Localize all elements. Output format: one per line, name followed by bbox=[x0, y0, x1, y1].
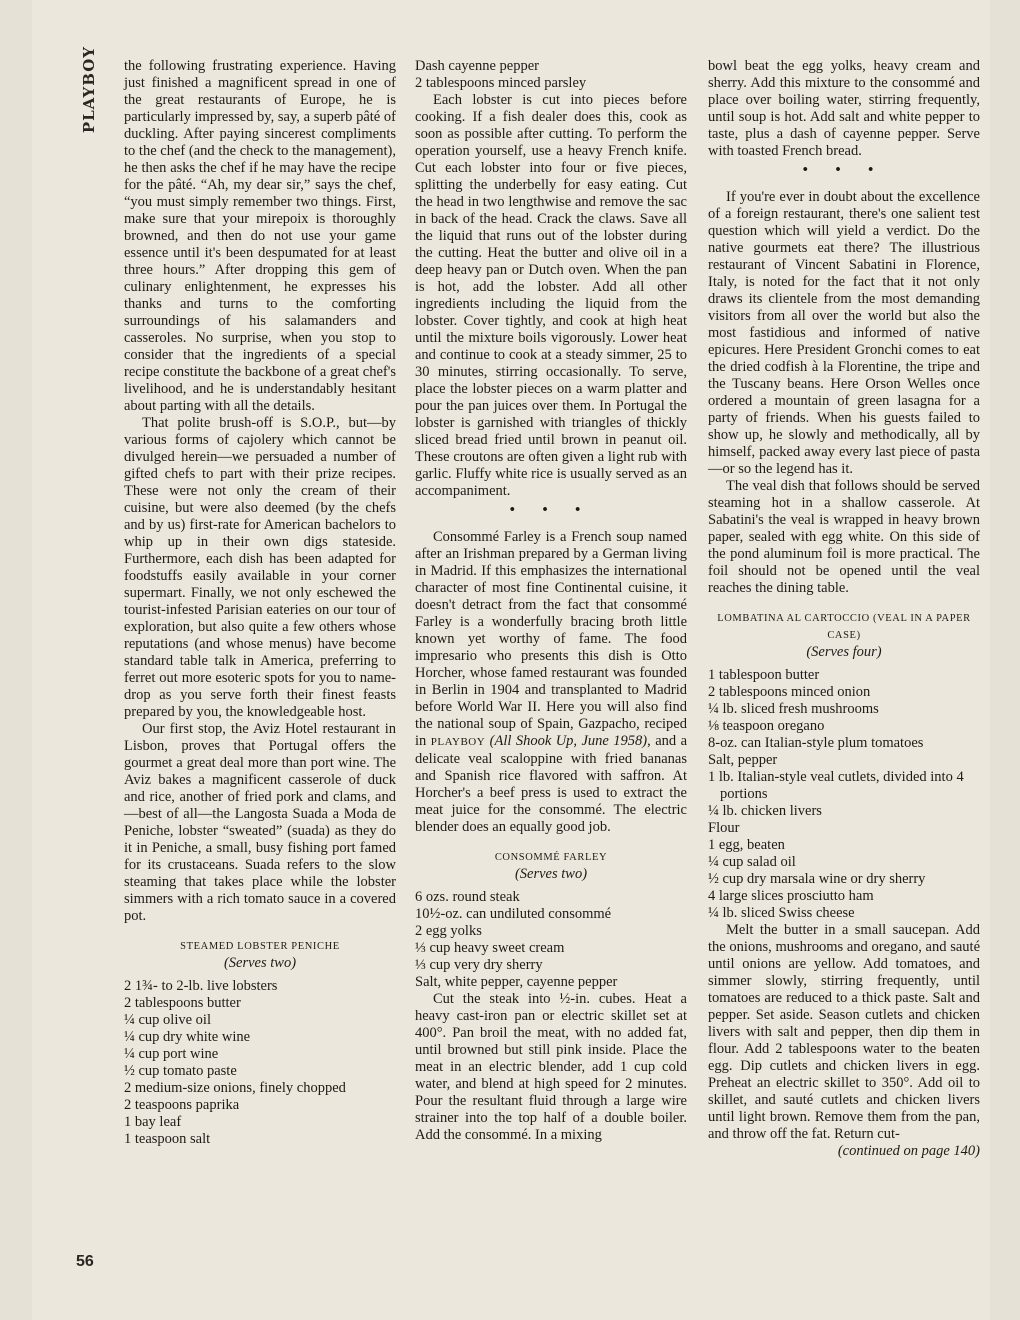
continued-note: (continued on page 140) bbox=[837, 1143, 980, 1159]
ingredient: ⅓ cup heavy sweet cream bbox=[415, 940, 565, 956]
ingredient: 2 egg yolks bbox=[415, 923, 482, 939]
column-2 bbox=[415, 58, 687, 1144]
ingredient: ¼ lb. sliced fresh mushrooms bbox=[708, 701, 879, 717]
ingredient: ¼ cup dry white wine bbox=[124, 1029, 251, 1045]
ingredient: Flour bbox=[708, 820, 740, 836]
paragraph: Cut the steak into ½-in. cubes. Heat a heavy cast-iron pan or electric skillet set at 400°. Pan broil the meat, with no added fat, until browned but still pink inside. Place the meat in an electric blender, add 1 cup cold water, and blend at high speed for 2 minutes. Pour the resultant fluid through a large wire strainer into the top half of a double boiler. Add the consommé. In a mixing bbox=[415, 991, 687, 1143]
article-reference: (All Shook Up, June 1958) bbox=[489, 733, 648, 749]
paragraph bbox=[415, 529, 687, 836]
ingredient: ½ cup dry marsala wine or dry sherry bbox=[708, 871, 926, 887]
paragraph-text: , and a delicate veal scaloppine with fried bananas and Spanish rice flavored with saffron. At Horcher's a beef press is used to extract the meat juice for the consommé. The electric blender does an equally good job. bbox=[415, 733, 688, 835]
ingredient: Dash cayenne pepper bbox=[415, 58, 539, 74]
recipe-serves: (Serves two) bbox=[514, 866, 588, 882]
magazine-name: PLAYBOY bbox=[430, 736, 486, 748]
ingredient: ¼ cup port wine bbox=[124, 1046, 219, 1062]
ingredient: 1 teaspoon salt bbox=[124, 1131, 211, 1147]
paragraph: Our first stop, the Aviz Hotel restaurant in Lisbon, proves that Portugal offers the gourmet a great deal more than port wine. The Aviz bakes a magnificent casserole of duck and rice, another of fried pork and clams, and—best of all—the Langosta Suada a Moda de Peniche, lobster “sweated” (suada) as they do it in Peniche, a small, busy fishing port famed for its crustaceans. Suada refers to the slow steaming that takes place while the lobster simmers with a rich tomato sauce in a covered pot. bbox=[124, 721, 396, 924]
ingredient: 2 1¾- to 2-lb. live lobsters bbox=[124, 978, 278, 994]
paragraph: Melt the butter in a small saucepan. Add the onions, mushrooms and oregano, and sauté until onions are yellow. Add tomatoes, and simmer slowly, stirring frequently, until tomatoes are reduced to a thick paste. Salt and pepper. Set aside. Season cutlets and chicken livers with salt and pepper, then dip them in flour. Add 2 tablespoons water to the beaten egg. Dip cutlets and chicken livers in egg. Preheat an electric skillet to 350°. Add oil to skillet, and sauté cutlets and chicken livers until light brown. Remove them from the pan, and throw off the fat. Return cut- bbox=[708, 922, 980, 1142]
paragraph: the following frustrating experience. Having just finished a magnificent spread in one of the great restaurants of Europe, he is particularly impressed by, say, a superb pâté of duckling. After paying sincerest compliments to the chef (and the check to the management), he then asks the chef if he may have the recipe for the pâté. “Ah, my dear sir,” says the chef, “you must simply remember two things. First, make sure that your mirepoix is thoroughly browned, and then do not use your game essence until it's been despumated for at least three hours.” After dropping this gem of culinary enlightenment, he expresses his thanks and turns to the comforting surroundings of his salamanders and casseroles. No surprise, when you stop to consider that the ingredients of a special recipe constitute the backbone of a great chef's livelihood, and he is understandably hesitant about parting with all the details. bbox=[124, 58, 396, 414]
ingredient: 1 egg, beaten bbox=[708, 837, 785, 853]
section-divider: • • • bbox=[509, 502, 593, 518]
paragraph: If you're ever in doubt about the excellence of a foreign restaurant, there's one salient test question which will yield a verdict. Do the native gourmets eat there? The illustrious restaurant of Vincent Sabatini in Florence, Italy, is noted for the fact that it not only draws its clientele from the most demanding visitors from all over the world but also the most fastidious and informed of native epicures. Here President Gronchi comes to eat the dried codfish à la Florentine, the tripe and the Tuscany beans. Here Orson Welles once ordered a mountain of green lasagna for a party of friends. When his guests failed to show up, he slowly and methodically, all by himself, packed away every last piece of pasta—or so the legend has it. bbox=[708, 189, 980, 477]
ingredient: Salt, pepper bbox=[708, 752, 778, 768]
ingredient: 1 bay leaf bbox=[124, 1114, 182, 1130]
paragraph: The veal dish that follows should be served steaming hot in a shallow casserole. At Sabatini's the veal is wrapped in heavy brown paper, sealed with egg white. On this side of the pond aluminum foil is more practical. The foil should not be opened until the veal reaches the dining table. bbox=[708, 478, 980, 596]
column-1 bbox=[124, 58, 396, 1148]
ingredient: 1 tablespoon butter bbox=[708, 667, 820, 683]
ingredient: ¼ cup salad oil bbox=[708, 854, 796, 870]
ingredient: 2 tablespoons minced parsley bbox=[415, 75, 587, 91]
recipe-title: LOMBATINA AL CARTOCCIO (VEAL IN A PAPER CASE) bbox=[717, 613, 971, 641]
ingredient: 10½-oz. can undiluted consommé bbox=[415, 906, 612, 922]
ingredient: 6 ozs. round steak bbox=[415, 889, 520, 905]
recipe-title: STEAMED LOBSTER PENICHE bbox=[180, 941, 340, 952]
magazine-page bbox=[32, 0, 990, 1320]
recipe-serves: (Serves four) bbox=[806, 644, 882, 660]
paragraph: That polite brush-off is S.O.P., but—by various forms of cajolery which cannot be divulged herein—we persuaded a number of gifted chefs to part with their prize recipes. These were not only the cream of their cuisine, but were also deemed (by the chefs and by us) first-rate for American bachelors to whip up in their own digs stateside. Furthermore, each dish has been adapted for foodstuffs easily available in your corner supermart. Finally, we not only eschewed the tourist-infested Parisian eateries on our tour of exploration, but also quite a few others whose reputations (and whose menus) have become standard table talk in America, preferring to ferret out more esoteric spots for you to name-drop as you serve forth their finest feasts prepared by you, the knowledgeable host. bbox=[124, 415, 396, 720]
section-divider: • • • bbox=[802, 162, 886, 178]
ingredient: ¼ cup olive oil bbox=[124, 1012, 211, 1028]
paragraph-text: Consommé Farley is a French soup named after an Irishman prepared by a German living in Madrid. If this emphasizes the international character of most fine Continental cuisine, it doesn't detract from the fact that consommé Farley is a wonderfully bracing broth little known yet worthy of fame. The food impresario who presents this dish is Otto Horcher, whose famed restaurant was founded in Berlin in 1904 and transplanted to Madrid before World War II. Here you will also find the national soup of Spain, Gazpacho, reciped in bbox=[415, 529, 687, 749]
ingredient: 2 tablespoons minced onion bbox=[708, 684, 871, 700]
paragraph: bowl beat the egg yolks, heavy cream and sherry. Add this mixture to the consommé and place over boiling water, stirring frequently, until soup is hot. Add salt and white pepper to taste, plus a dash of cayenne pepper. Serve with toasted French bread. bbox=[708, 58, 980, 159]
recipe-serves: (Serves two) bbox=[223, 955, 297, 971]
ingredient: ½ cup tomato paste bbox=[124, 1063, 237, 1079]
ingredient: Salt, white pepper, cayenne pepper bbox=[415, 974, 618, 990]
ingredient: 2 medium-size onions, finely chopped bbox=[124, 1080, 346, 1096]
paragraph: Each lobster is cut into pieces before cooking. If a fish dealer does this, cook as soon as possible after cutting. To perform the operation yourself, use a heavy French knife. Cut each lobster into four or five pieces, splitting the underbelly for easy eating. Cut the head in two lengthwise and remove the sac in back of the head. Crack the claws. Save all the liquid that runs out of the lobster during the cutting. Heat the butter and olive oil in a deep heavy pan or Dutch oven. When the pan is hot, add the lobster. Add all other ingredients including the liquid from the lobster. Cover tightly, and cook at high heat until the mixture boils vigorously. Lower heat and continue to cook at a steady simmer, 25 to 30 minutes, stirring occasionally. To serve, place the lobster pieces on a warm platter and pour the pan juices over them. In Portugal the lobster is garnished with triangles of thickly sliced bread fried until brown in peanut oil. These croutons are often given a light rub with garlic. Fluffy white rice is usually served as an accompaniment. bbox=[415, 92, 687, 499]
ingredient: ¼ lb. chicken livers bbox=[708, 803, 822, 819]
recipe-title: CONSOMMÉ FARLEY bbox=[494, 852, 608, 863]
masthead: PLAYBOY bbox=[80, 46, 98, 134]
ingredient: 2 tablespoons butter bbox=[124, 995, 241, 1011]
ingredient: 1 lb. Italian-style veal cutlets, divided into 4 portions bbox=[708, 769, 964, 802]
ingredient: ⅛ teaspoon oregano bbox=[708, 718, 825, 734]
column-3 bbox=[708, 58, 980, 1160]
page-number: 56 bbox=[76, 1253, 94, 1270]
ingredient: 2 teaspoons paprika bbox=[124, 1097, 240, 1113]
ingredient: ⅓ cup very dry sherry bbox=[415, 957, 543, 973]
ingredient: 8-oz. can Italian-style plum tomatoes bbox=[708, 735, 924, 751]
ingredient: ¼ lb. sliced Swiss cheese bbox=[708, 905, 855, 921]
ingredient: 4 large slices prosciutto ham bbox=[708, 888, 874, 904]
